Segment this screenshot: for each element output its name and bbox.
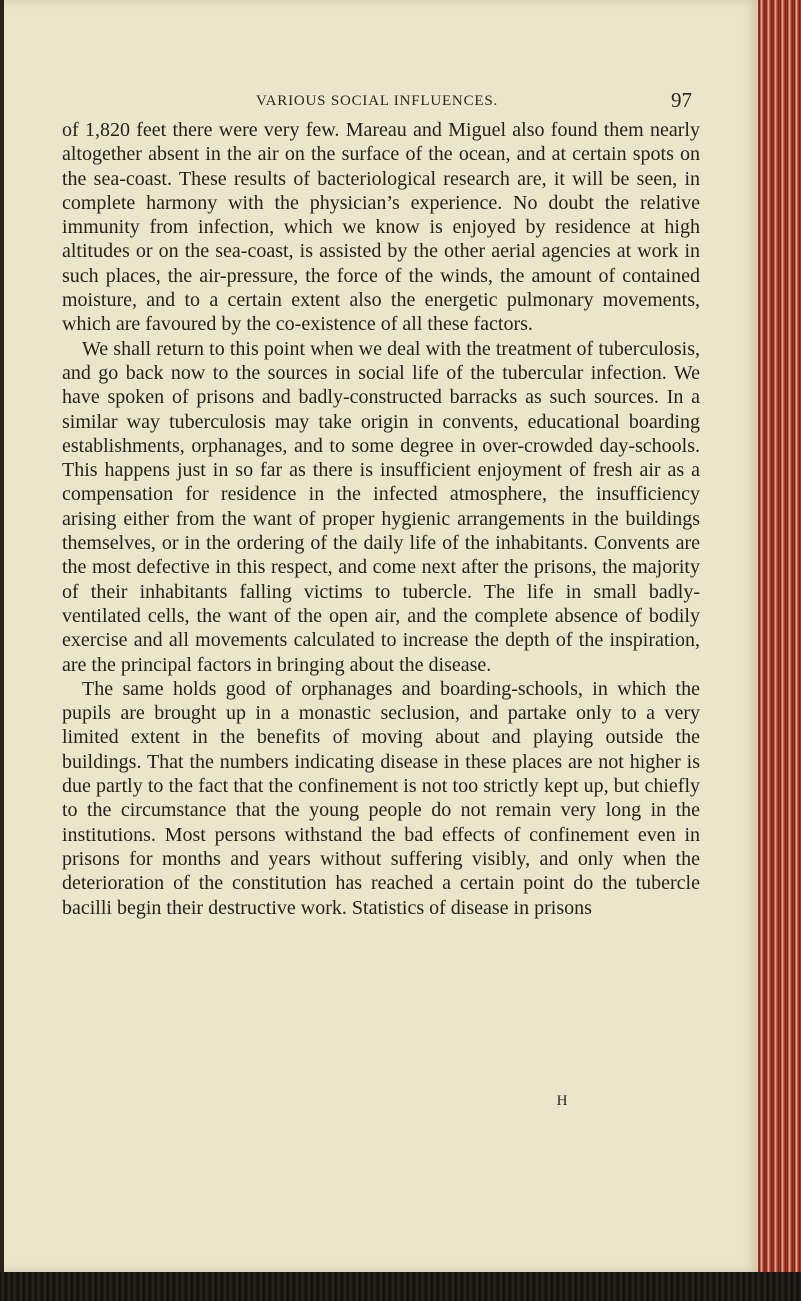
body-text <box>62 118 700 920</box>
book-cover-edge <box>0 1272 801 1301</box>
running-head <box>62 88 692 114</box>
page-edges <box>758 0 801 1272</box>
paragraph: The same holds good of orphanages and boarding-schools, in which the pupils are brought up in a monastic seclusion, and partake only to a very limited extent in the benefits of moving about and playing outside the buildings. That the numbers indicating disease in these places are not higher is due partly to the fact that the confinement is not too strictly kept up, but chiefly to the circumstance that the young people do not remain very long in the institutions. Most persons withstand the bad effects of confinement even in prisons for months and years without suffering visibly, and only when the deterioration of the constitution has reached a certain point do the tubercle bacilli begin their destructive work. Statistics of disease in prisons <box>62 677 700 919</box>
page-number: 97 <box>671 88 692 112</box>
paragraph: of 1,820 feet there were very few. Mareau and Miguel also found them nearly altogether absent in the air on the surface of the ocean, and at certain spots on the sea-coast. These results of bacteriological research are, it will be seen, in complete harmony with the physician’s experience. No doubt the relative immunity from infection, which we know is enjoyed by residence at high altitudes or on the sea-coast, is assisted by the other aerial agencies at work in such places, the air-pressure, the force of the winds, the amount of contained moisture, and to a certain extent also the energetic pulmonary movements, which are favoured by the co-existence of all these factors. <box>62 119 700 336</box>
running-head-title: VARIOUS SOCIAL INFLUENCES. <box>255 93 499 109</box>
paragraph: We shall return to this point when we deal with the treatment of tuberculosis, and go back now to the sources in social life of the tubercular infection. We have spoken of prisons and badly-constructed barracks as such sources. In a similar way tuberculosis may take origin in convents, educational boarding establishments, orphanages, and to some degree in over-crowded day-schools. This happens just in so far as there is insufficient enjoyment of fresh air as a compensation for residence in the infected atmosphere, the insufficiency arising either from the want of proper hygienic arrangements in the buildings themselves, or in the ordering of the daily life of the inhabitants. Convents are the most defective in this respect, and come next after the prisons, the majority of their inhabitants falling victims to tubercle. The life in small badly-ventilated cells, the want of the open air, and the complete absence of bodily exercise and all movements calculated to increase the depth of the inspiration, are the principal factors in bringing about the disease. <box>62 337 700 676</box>
signature-mark: H <box>556 1093 568 1109</box>
page-gutter <box>0 0 4 1272</box>
